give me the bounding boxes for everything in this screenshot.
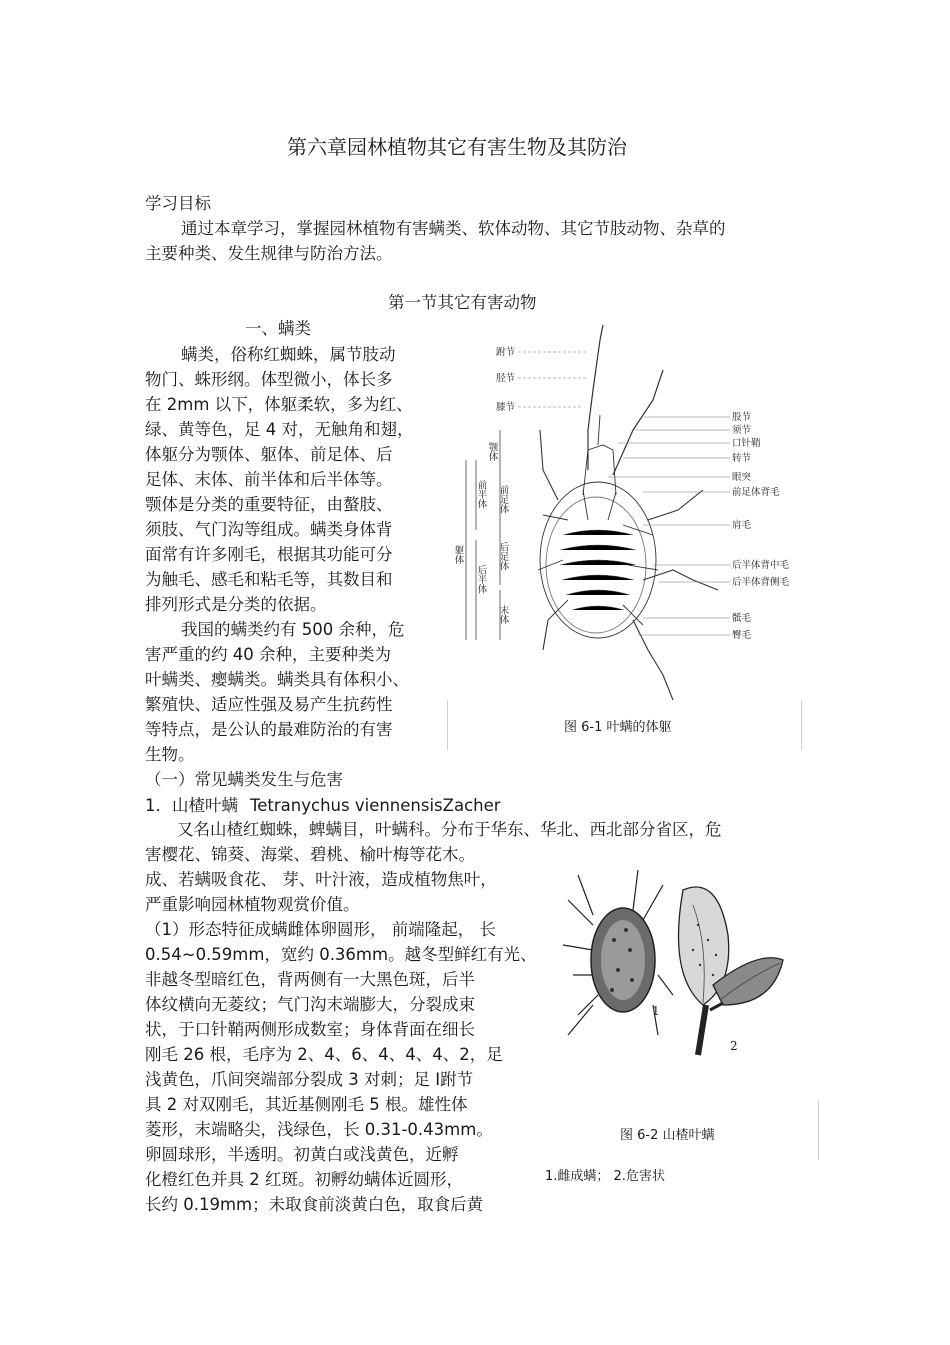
text-line: 状，于口针鞘两侧形成数室；身体背面在细长 bbox=[145, 1020, 475, 1039]
text-line: 须肢、气门沟等组成。螨类身体背 bbox=[145, 520, 393, 539]
text-line: 化橙红色并具 2 红斑。初孵幼螨体近圆形， bbox=[145, 1170, 463, 1189]
text-line: 颚体是分类的重要特征，由螯肢、 bbox=[145, 495, 393, 514]
text-line: 生物。 bbox=[145, 745, 195, 764]
text-line: 体躯分为颚体、躯体、前足体、后 bbox=[145, 445, 393, 464]
section-title: 第一节其它有害动物 bbox=[388, 293, 537, 312]
label-opisthosoma: 末体 bbox=[497, 605, 509, 624]
text-line: 严重影响园林植物观赏价值。 bbox=[145, 895, 360, 914]
text-line: 足体、末体、前半体和后半体等。 bbox=[145, 470, 393, 489]
label-dorsocentral-setae: 后半体背中毛 bbox=[732, 560, 790, 571]
label-propodosomal-setae: 前足体背毛 bbox=[732, 487, 780, 498]
label-tibia: 胫节 bbox=[496, 373, 516, 384]
text-line: 菱形，末端略尖，浅绿色，长 0.31-0.43mm。 bbox=[145, 1120, 493, 1139]
text-line: 卵圆球形，半透明。初黄白或浅黄色，近孵 bbox=[145, 1145, 459, 1164]
label-clunal-setae: 臀毛 bbox=[732, 630, 752, 641]
text-line: 我国的螨类约有 500 余种，危 bbox=[181, 620, 405, 639]
label-propodosoma: 前足体 bbox=[497, 485, 509, 514]
text-line: 成、若螨吸食花、 芽、叶汁液，造成植物焦叶， bbox=[145, 870, 497, 889]
text-line: 螨类，俗称红蜘蛛，属节肢动 bbox=[181, 345, 396, 364]
text-line: 面常有许多刚毛，根据其功能可分 bbox=[145, 545, 393, 564]
label-stylophore: 口针鞘 bbox=[732, 438, 761, 449]
species-heading bbox=[145, 796, 501, 816]
subsection-title: 一、螨类 bbox=[245, 319, 311, 338]
label-idiosoma: 躯体 bbox=[452, 545, 464, 564]
text-line: 害樱花、锦葵、海棠、碧桃、榆叶梅等花木。 bbox=[145, 845, 475, 864]
text-line: 物门、蛛形纲。体型微小，体长多 bbox=[145, 370, 393, 389]
label-gnathosoma: 颚体 bbox=[486, 442, 498, 461]
text-line: 长约 0.19mm；未取食前淡黄白色，取食后黄 bbox=[145, 1195, 484, 1214]
label-sacral-setae: 骶毛 bbox=[732, 613, 752, 624]
text-line: 体纹横向无菱纹；气门沟末端膨大，分裂成束 bbox=[145, 995, 475, 1014]
label-hysterosoma: 后半体 bbox=[475, 565, 487, 594]
text-line: 繁殖快、适应性强及易产生抗药性 bbox=[145, 695, 393, 714]
label-femur: 股节 bbox=[732, 412, 752, 423]
text-line: 浅黄色，爪间突端部分裂成 3 对刺；足 Ⅰ跗节 bbox=[145, 1070, 474, 1089]
figure-border bbox=[818, 1100, 819, 1160]
text-line: 为触毛、感毛和粘毛等，其数目和 bbox=[145, 570, 393, 589]
text-line: （1）形态特征成螨雌体卵圆形， 前端隆起， 长 bbox=[145, 920, 496, 939]
mite-body-diagram bbox=[448, 320, 800, 710]
text-line: 又名山楂红蜘蛛，蜱螨目，叶螨科。分布于华东、华北、西北部分省区，危 bbox=[177, 820, 722, 839]
objectives-line: 通过本章学习，掌握园林植物有害螨类、软体动物、其它节肢动物、杂草的 bbox=[181, 219, 726, 238]
objectives-line: 主要种类、发生规律与防治方法。 bbox=[145, 244, 393, 263]
chapter-title: 第六章园林植物其它有害生物及其防治 bbox=[287, 135, 627, 159]
text-line: 非越冬型暗红色，背两侧有一大黑色斑，后半 bbox=[145, 970, 475, 989]
label-humeral-setae: 肩毛 bbox=[732, 520, 752, 531]
figure2-mark-2: 2 bbox=[730, 1039, 738, 1053]
text-line: 等特点，是公认的最难防治的有害 bbox=[145, 720, 393, 739]
figure1-caption: 图 6-1 叶螨的体躯 bbox=[564, 720, 672, 735]
label-tarsus: 跗节 bbox=[496, 347, 516, 358]
text-line: 刚毛 26 根，毛序为 2、4、6、4、4、4、2，足 bbox=[145, 1045, 503, 1064]
objectives-heading: 学习目标 bbox=[145, 194, 211, 213]
species-heading-label: 1．山楂叶螨 bbox=[145, 796, 238, 815]
label-palp: 须节 bbox=[732, 425, 752, 436]
text-line: 害严重的约 40 余种，主要种类为 bbox=[145, 645, 391, 664]
label-dorsolateral-setae: 后半体背侧毛 bbox=[732, 577, 790, 588]
label-proterosoma: 前半体 bbox=[475, 480, 487, 509]
text-line: 叶螨类、瘿螨类。螨类具有体积小、 bbox=[145, 670, 409, 689]
label-genu: 膝节 bbox=[496, 402, 516, 413]
text-line: 排列形式是分类的依据。 bbox=[145, 595, 327, 614]
figure2-legend: 1.雌成螨； 2.危害状 bbox=[545, 1169, 665, 1184]
species-author: Zacher bbox=[442, 796, 501, 815]
label-metapodosoma: 后足体 bbox=[497, 542, 509, 571]
figure2-mark-1: 1 bbox=[652, 1004, 660, 1018]
figure2-caption: 图 6-2 山楂叶螨 bbox=[620, 1128, 715, 1143]
text-line: 绿、黄等色，足 4 对，无触角和翅， bbox=[145, 420, 414, 439]
hawthorn-mite-figure bbox=[548, 855, 788, 1070]
figure-border bbox=[801, 700, 802, 750]
text-line: 0.54~0.59mm，宽约 0.36mm。越冬型鲜红有光、 bbox=[145, 945, 537, 964]
species-latin-name: Tetranychus viennensis bbox=[250, 796, 443, 815]
label-trochanter: 转节 bbox=[732, 453, 752, 464]
label-eye-lobe: 眼突 bbox=[732, 472, 752, 483]
text-line: 具 2 对双刚毛，其近基侧刚毛 5 根。雄性体 bbox=[145, 1095, 468, 1114]
text-line: 在 2mm 以下，体躯柔软，多为红、 bbox=[145, 395, 413, 414]
common-mites-heading: （一）常见螨类发生与危害 bbox=[145, 770, 343, 789]
